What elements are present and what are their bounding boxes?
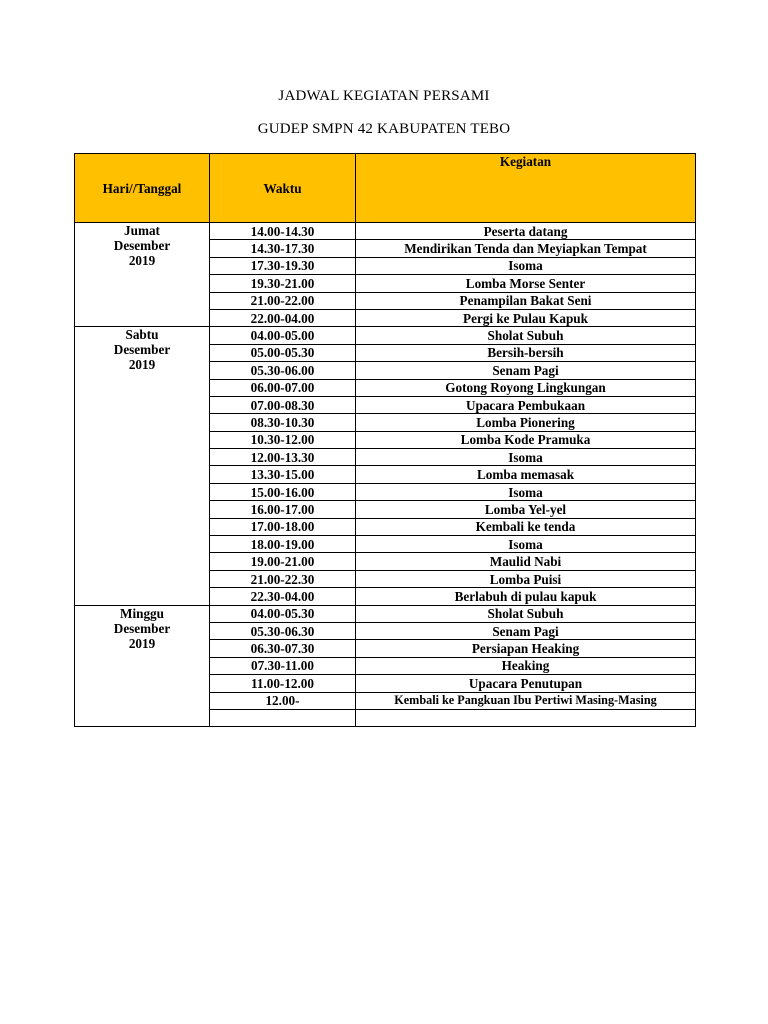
- activity-cell: Lomba Puisi: [356, 570, 696, 587]
- table-row: [75, 223, 696, 240]
- time-cell: 15.00-16.00: [210, 483, 356, 500]
- activity-cell: Senam Pagi: [356, 622, 696, 639]
- activity-cell: Lomba Yel-yel: [356, 501, 696, 518]
- day-year: 2019: [128, 357, 156, 373]
- time-cell: 10.30-12.00: [210, 431, 356, 448]
- day-day: Minggu: [120, 605, 164, 621]
- time-cell: 16.00-17.00: [210, 501, 356, 518]
- activity-cell: Senam Pagi: [356, 362, 696, 379]
- time-cell: 07.00-08.30: [210, 396, 356, 413]
- time-cell: 17.00-18.00: [210, 518, 356, 535]
- time-cell: 06.00-07.00: [210, 379, 356, 396]
- header-waktu: Waktu: [210, 154, 356, 223]
- activity-cell: Lomba Kode Pramuka: [356, 431, 696, 448]
- time-cell: 13.30-15.00: [210, 466, 356, 483]
- activity-cell: Upacara Pembukaan: [356, 396, 696, 413]
- time-cell: 14.30-17.30: [210, 240, 356, 257]
- time-cell: 21.00-22.00: [210, 292, 356, 309]
- time-cell: 05.30-06.00: [210, 362, 356, 379]
- time-cell: 12.00-: [210, 692, 356, 709]
- header-row: [75, 154, 696, 223]
- activity-cell: Isoma: [356, 483, 696, 500]
- time-cell: 04.00-05.00: [210, 327, 356, 344]
- activity-cell: Isoma: [356, 257, 696, 274]
- activity-cell: Peserta datang: [356, 223, 696, 240]
- day-year: 2019: [128, 635, 156, 651]
- header-kegiatan: Kegiatan: [356, 154, 696, 223]
- activity-cell: Bersih-bersih: [356, 344, 696, 361]
- activity-cell: Isoma: [356, 449, 696, 466]
- time-cell: 17.30-19.30: [210, 257, 356, 274]
- activity-cell: Upacara Penutupan: [356, 675, 696, 692]
- activity-cell: Kembali ke tenda: [356, 518, 696, 535]
- time-cell: 05.00-05.30: [210, 344, 356, 361]
- activity-cell: [356, 709, 696, 726]
- activity-cell: Mendirikan Tenda dan Meyiapkan Tempat: [356, 240, 696, 257]
- activity-cell: Lomba memasak: [356, 466, 696, 483]
- day-month: Desember: [113, 620, 171, 636]
- day-day: Sabtu: [125, 327, 159, 343]
- activity-cell: Sholat Subuh: [356, 605, 696, 622]
- table-row: [75, 327, 696, 344]
- time-cell: 19.00-21.00: [210, 553, 356, 570]
- table-row: [75, 605, 696, 622]
- activity-cell: Lomba Morse Senter: [356, 275, 696, 292]
- activity-cell: Kembali ke Pangkuan Ibu Pertiwi Masing-Masing: [356, 692, 696, 709]
- document-subtitle: GUDEP SMPN 42 KABUPATEN TEBO: [257, 121, 511, 137]
- time-cell: 22.30-04.00: [210, 588, 356, 605]
- time-cell: 22.00-04.00: [210, 309, 356, 326]
- activity-cell: Maulid Nabi: [356, 553, 696, 570]
- day-year: 2019: [128, 253, 156, 268]
- time-cell: 21.00-22.30: [210, 570, 356, 587]
- time-cell: 19.30-21.00: [210, 275, 356, 292]
- time-cell: 08.30-10.30: [210, 414, 356, 431]
- time-cell: 18.00-19.00: [210, 536, 356, 553]
- time-cell: [210, 709, 356, 726]
- time-cell: 05.30-06.30: [210, 622, 356, 639]
- time-cell: 07.30-11.00: [210, 657, 356, 674]
- activity-cell: Sholat Subuh: [356, 327, 696, 344]
- day-month: Desember: [113, 342, 171, 358]
- activity-cell: Gotong Royong Lingkungan: [356, 379, 696, 396]
- header-hari-tanggal: Hari//Tanggal: [75, 154, 210, 223]
- time-cell: 12.00-13.30: [210, 449, 356, 466]
- activity-cell: Persiapan Heaking: [356, 640, 696, 657]
- day-cell: [75, 223, 210, 327]
- time-cell: 04.00-05.30: [210, 605, 356, 622]
- day-day: Jumat: [124, 223, 160, 238]
- document-title: JADWAL KEGIATAN PERSAMI: [278, 88, 490, 104]
- activity-cell: Pergi ke Pulau Kapuk: [356, 309, 696, 326]
- day-cell: [75, 605, 210, 727]
- activity-cell: Lomba Pionering: [356, 414, 696, 431]
- day-month: Desember: [113, 238, 171, 253]
- time-cell: 06.30-07.30: [210, 640, 356, 657]
- time-cell: 14.00-14.30: [210, 223, 356, 240]
- activity-cell: Heaking: [356, 657, 696, 674]
- activity-cell: Penampilan Bakat Seni: [356, 292, 696, 309]
- schedule-table: [74, 153, 696, 727]
- activity-cell: Isoma: [356, 536, 696, 553]
- activity-cell: Berlabuh di pulau kapuk: [356, 588, 696, 605]
- time-cell: 11.00-12.00: [210, 675, 356, 692]
- day-cell: [75, 327, 210, 605]
